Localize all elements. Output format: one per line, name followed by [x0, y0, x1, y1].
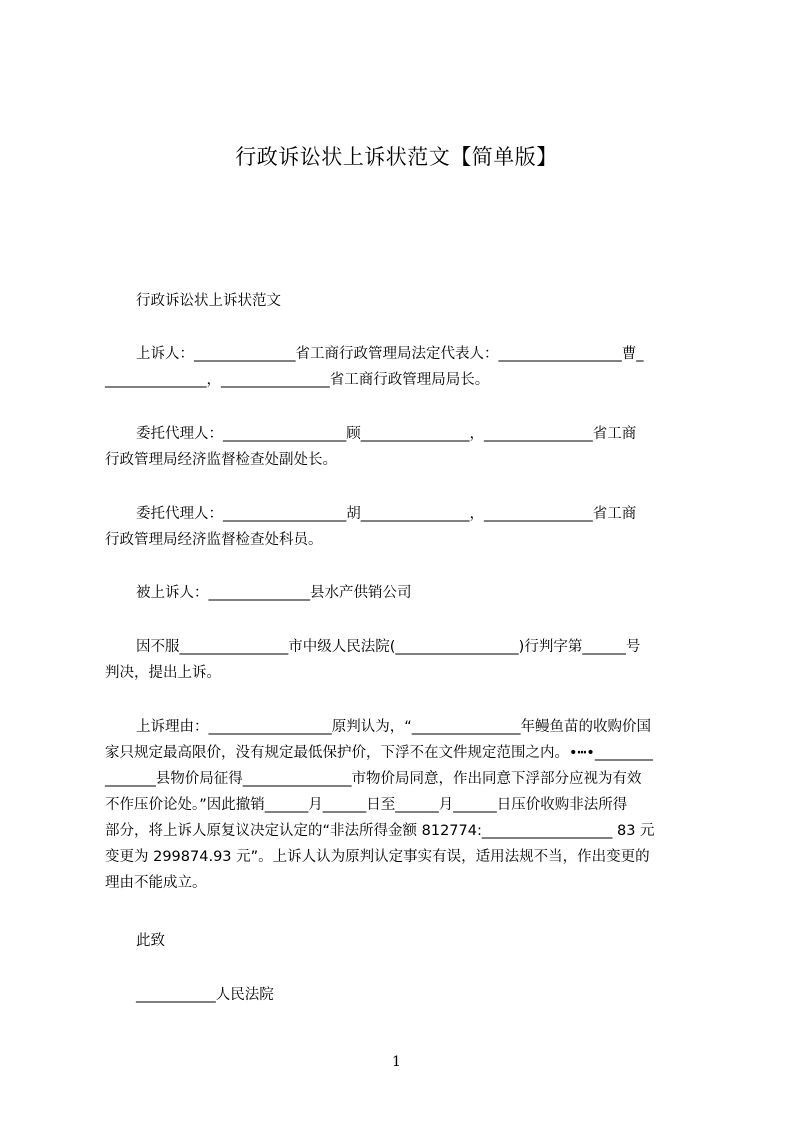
appellant-paragraph	[105, 341, 705, 393]
refusal-paragraph	[105, 634, 705, 686]
reasons-line-5: 部分，将上诉人原复议决定认定的“非法所得金额 812774:__________________ 83 元	[105, 823, 655, 839]
document-subtitle	[105, 288, 705, 314]
document-title: 行政诉讼状上诉状范文【简单版】	[235, 145, 558, 169]
agent2-paragraph	[105, 501, 705, 553]
reasons-line-7: 理由不能成立。	[105, 875, 207, 891]
page-number: 1	[392, 1054, 401, 1070]
subtitle-line: 行政诉讼状上诉状范文	[136, 293, 281, 309]
court-line: ___________人民法院	[136, 987, 274, 1003]
agent2-line-2: 行政管理局经济监督检查处科员。	[105, 532, 323, 548]
reasons-line-1: 上诉理由：_________________原判认为，“_______________年鳗鱼苗的收购价国	[136, 719, 652, 735]
appellee-paragraph	[105, 580, 705, 606]
refusal-line-2: 判决，提出上诉。	[105, 665, 221, 681]
reasons-line-4: 不作压价论处。”因此撤销______月______日至______月______日压价收购非法所得	[105, 797, 628, 813]
agent1-line-2: 行政管理局经济监督检查处副处长。	[105, 452, 337, 468]
appellant-line-1: 上诉人：______________省工商行政管理局法定代表人：_________________曹_	[136, 346, 644, 362]
agent2-line-1: 委托代理人：_________________胡_______________，_______________省工商	[136, 506, 637, 522]
salutation-paragraph	[105, 928, 705, 954]
reasons-paragraph	[105, 714, 705, 896]
court-paragraph	[105, 982, 705, 1008]
reasons-line-3: _______县物价局征得_______________市物价局同意，作出同意下浮部分应视为有效	[105, 771, 642, 787]
agent1-line-1: 委托代理人：_________________顾_______________，_______________省工商	[136, 426, 637, 442]
agent1-paragraph	[105, 421, 705, 473]
appellant-line-2: ______________，_______________省工商行政管理局局长。	[105, 372, 490, 388]
salutation-line: 此致	[136, 933, 165, 949]
reasons-line-6: 变更为 299874.93 元”。上诉人认为原判认定事实有误，适用法规不当，作出变更的	[105, 849, 650, 865]
reasons-line-2: 家只规定最高限价，没有规定最低保护价，下浮不在文件规定范围之内。•┅•________	[105, 745, 653, 761]
refusal-line-1: 因不服_______________市中级人民法院(_________________)行判字第______号	[136, 639, 641, 655]
appellee-line: 被上诉人：______________县水产供销公司	[136, 585, 412, 601]
